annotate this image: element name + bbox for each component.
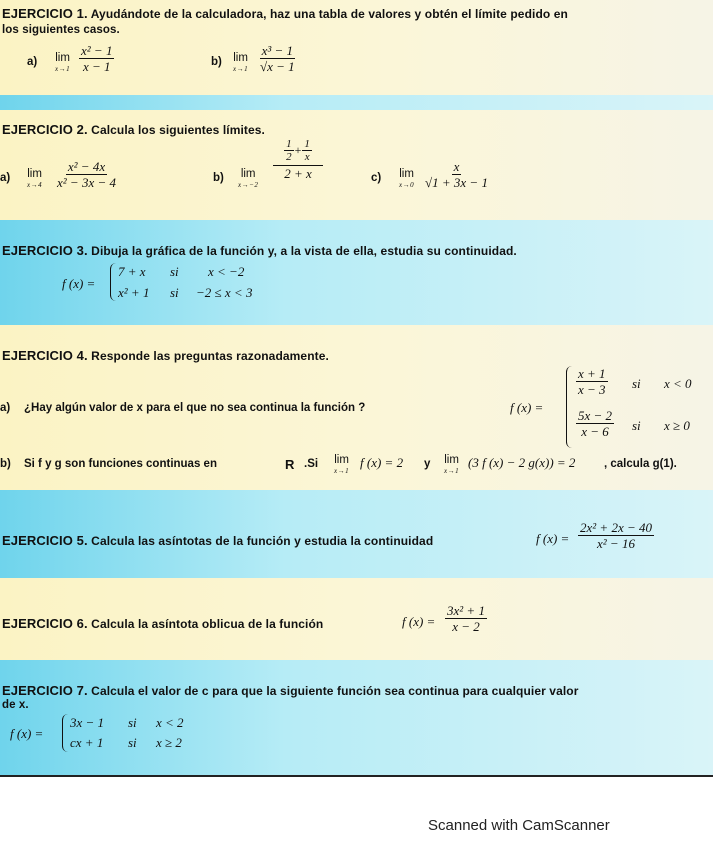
ex7-row1-cond: x < 2 [156, 715, 184, 730]
ex4-row1-numerator: x + 1 [578, 366, 606, 381]
ex2-a-numerator: x² − 4x [67, 159, 106, 174]
ex3-text: Dibuja la gráfica de la función y, a la vista de ella, estudia su continuidad. [91, 244, 517, 258]
bottom-rule [0, 775, 713, 777]
ex4-row2-cond: x ≥ 0 [664, 418, 690, 433]
ex1-a-numerator: x² − 1 [81, 43, 113, 58]
ex2-b-inner-num1: 1 [286, 138, 292, 150]
ex3-title: EJERCICIO 3. [2, 243, 88, 258]
ex4-title: EJERCICIO 4. [2, 348, 88, 363]
ex6-numerator: 3x² + 1 [447, 603, 485, 618]
ex7-heading [2, 683, 579, 698]
ex2-a-denominator: x² − 3x − 4 [57, 175, 116, 190]
ex3-row2-si: si [170, 285, 179, 300]
ex4-a-text: ¿Hay algún valor de x para el que no sea continua la función ? [24, 402, 366, 414]
ex4-text: Responde las preguntas razonadamente. [91, 349, 329, 363]
ex2-b-plus: + [294, 143, 302, 157]
ex1-a-denominator: x − 1 [82, 59, 111, 74]
ex2-a-limit [27, 169, 42, 191]
ex2-c-label: c) [371, 172, 382, 184]
ex1-b-lim-word: lim [233, 52, 248, 64]
ex7-fx: f (x) = [10, 726, 44, 741]
ex4-heading [2, 348, 329, 363]
ex2-b-inner-den2: x [304, 151, 310, 163]
ex7-row1-expr: 3x − 1 [70, 715, 105, 730]
camscanner-footer: Scanned with CamScanner [428, 817, 610, 834]
ex3-heading [2, 243, 517, 258]
ex4-row1-fraction [576, 366, 608, 397]
ex2-b-inner-fraction-2 [302, 138, 312, 163]
ex6-heading [2, 616, 323, 631]
ex1-lower-band [0, 95, 713, 110]
ex3-fx: f (x) = [62, 276, 96, 291]
ex2-b-limit [238, 169, 258, 191]
ex1-text-line2: los siguientes casos. [2, 24, 120, 36]
ex2-b-lim-sub: x→−2 [238, 181, 259, 189]
ex7-text-line2: de x. [2, 699, 29, 711]
ex7-title: EJERCICIO 7. [2, 683, 88, 698]
ex1-a-lim-sub: x→1 [55, 65, 71, 73]
ex3-row2-cond: −2 ≤ x < 3 [196, 285, 253, 300]
ex4-b-expr2: (3 f (x) − 2 g(x)) = 2 [468, 455, 576, 470]
ex2-b-inner-fraction-1 [284, 138, 294, 163]
ex4-b-lim2-word: lim [444, 454, 459, 466]
ex3-row2-expr: x² + 1 [118, 285, 150, 300]
ex4-a-label: a) [0, 402, 11, 414]
ex6-title: EJERCICIO 6. [2, 616, 88, 631]
ex4-b-limit1 [334, 455, 349, 477]
ex4-row1-si: si [632, 376, 641, 391]
ex4-b-lim2-sub: x→1 [444, 467, 460, 475]
ex2-b-lim-word: lim [240, 168, 256, 180]
ex2-a-label: a) [0, 172, 11, 184]
ex4-b-R: R [285, 457, 295, 472]
ex4-b-expr1: f (x) = 2 [360, 455, 404, 470]
ex5-denominator: x² − 16 [597, 536, 635, 551]
ex6-denominator: x − 2 [452, 619, 480, 634]
ex7-row2-si: si [128, 735, 137, 750]
ex5-text: Calcula las asíntotas de la función y estudia la continuidad [91, 534, 434, 548]
ex4-b-text: Si f y g son funciones continuas en [24, 458, 217, 470]
ex4-row1-denominator: x − 3 [578, 382, 606, 397]
ex2-c-fraction [423, 159, 490, 190]
ex4-b-lim1-sub: x→1 [334, 467, 350, 475]
ex4-b-end: , calcula g(1). [604, 458, 677, 470]
ex2-c-limit [399, 169, 414, 191]
ex2-c-lim-sub: x→0 [399, 181, 415, 189]
ex4-b-si: .Si [304, 458, 319, 470]
ex5-heading [2, 533, 433, 548]
ex2-c-denominator: √1 + 3x − 1 [425, 175, 488, 190]
ex6-fx: f (x) = [402, 614, 436, 629]
ex4-fx: f (x) = [510, 400, 544, 415]
ex1-b-limit [233, 53, 248, 75]
ex4-b-y: y [424, 458, 431, 470]
ex4-row2-denominator: x − 6 [581, 424, 609, 439]
ex2-b-label: b) [213, 172, 224, 184]
ex4-row2-si: si [632, 418, 641, 433]
ex4-b-label: b) [0, 458, 11, 470]
ex7-row1-si: si [128, 715, 137, 730]
ex4-row2-fraction [576, 408, 614, 439]
ex4-brace [566, 366, 572, 448]
ex2-c-numerator: x [453, 159, 460, 174]
ex3-row1-cond: x < −2 [208, 264, 245, 279]
ex4-b-limit2 [444, 455, 459, 477]
ex1-a-limit [55, 53, 70, 75]
ex1-b-lim-sub: x→1 [233, 65, 249, 73]
ex2-a-lim-word: lim [27, 168, 42, 180]
ex1-title: EJERCICIO 1. [2, 6, 88, 21]
ex7-brace [62, 714, 68, 752]
ex1-text: Ayudándote de la calculadora, haz una tabla de valores y obtén el límite pedido en [90, 7, 568, 21]
ex5-title: EJERCICIO 5. [2, 533, 88, 548]
ex7-text: Calcula el valor de c para que la siguiente función sea continua para cualquier valor [91, 684, 579, 698]
ex7-row2-cond: x ≥ 2 [156, 735, 182, 750]
ex2-text: Calcula los siguientes límites. [91, 123, 265, 137]
ex6-text: Calcula la asíntota oblicua de la función [91, 617, 324, 631]
ex3-band [0, 220, 713, 325]
ex1-b-denominator: √x − 1 [260, 59, 295, 74]
ex7-band [0, 660, 713, 775]
ex2-title: EJERCICIO 2. [2, 122, 88, 137]
ex3-row1-expr: 7 + x [118, 264, 146, 279]
ex2-b-denominator: 2 + x [284, 166, 312, 181]
ex5-numerator: 2x² + 2x − 40 [580, 520, 652, 535]
ex1-heading [2, 6, 568, 21]
ex1-b-label: b) [211, 56, 222, 68]
ex1-a-label: a) [27, 56, 38, 68]
ex2-b-compound-fraction [273, 138, 323, 182]
ex1-b-numerator: x³ − 1 [261, 43, 294, 58]
ex4-row1-cond: x < 0 [664, 376, 692, 391]
ex3-brace [110, 263, 116, 301]
ex2-c-lim-word: lim [399, 168, 414, 180]
ex1-b-fraction [258, 43, 297, 74]
ex7-row2-expr: cx + 1 [70, 735, 104, 750]
ex2-heading [2, 122, 265, 137]
ex2-b-inner-num2: 1 [304, 138, 310, 150]
ex3-row1-si: si [170, 264, 179, 279]
ex4-row2-numerator: 5x − 2 [578, 408, 613, 423]
ex2-a-fraction [55, 159, 118, 190]
ex1-a-fraction [79, 43, 114, 74]
ex5-fx: f (x) = [536, 531, 570, 546]
ex6-fraction [445, 603, 487, 634]
ex2-a-lim-sub: x→4 [27, 181, 43, 189]
ex5-fraction [578, 520, 654, 551]
ex2-b-inner-den1: 2 [286, 151, 292, 163]
ex4-b-lim1-word: lim [334, 454, 349, 466]
ex1-a-lim-word: lim [55, 52, 70, 64]
